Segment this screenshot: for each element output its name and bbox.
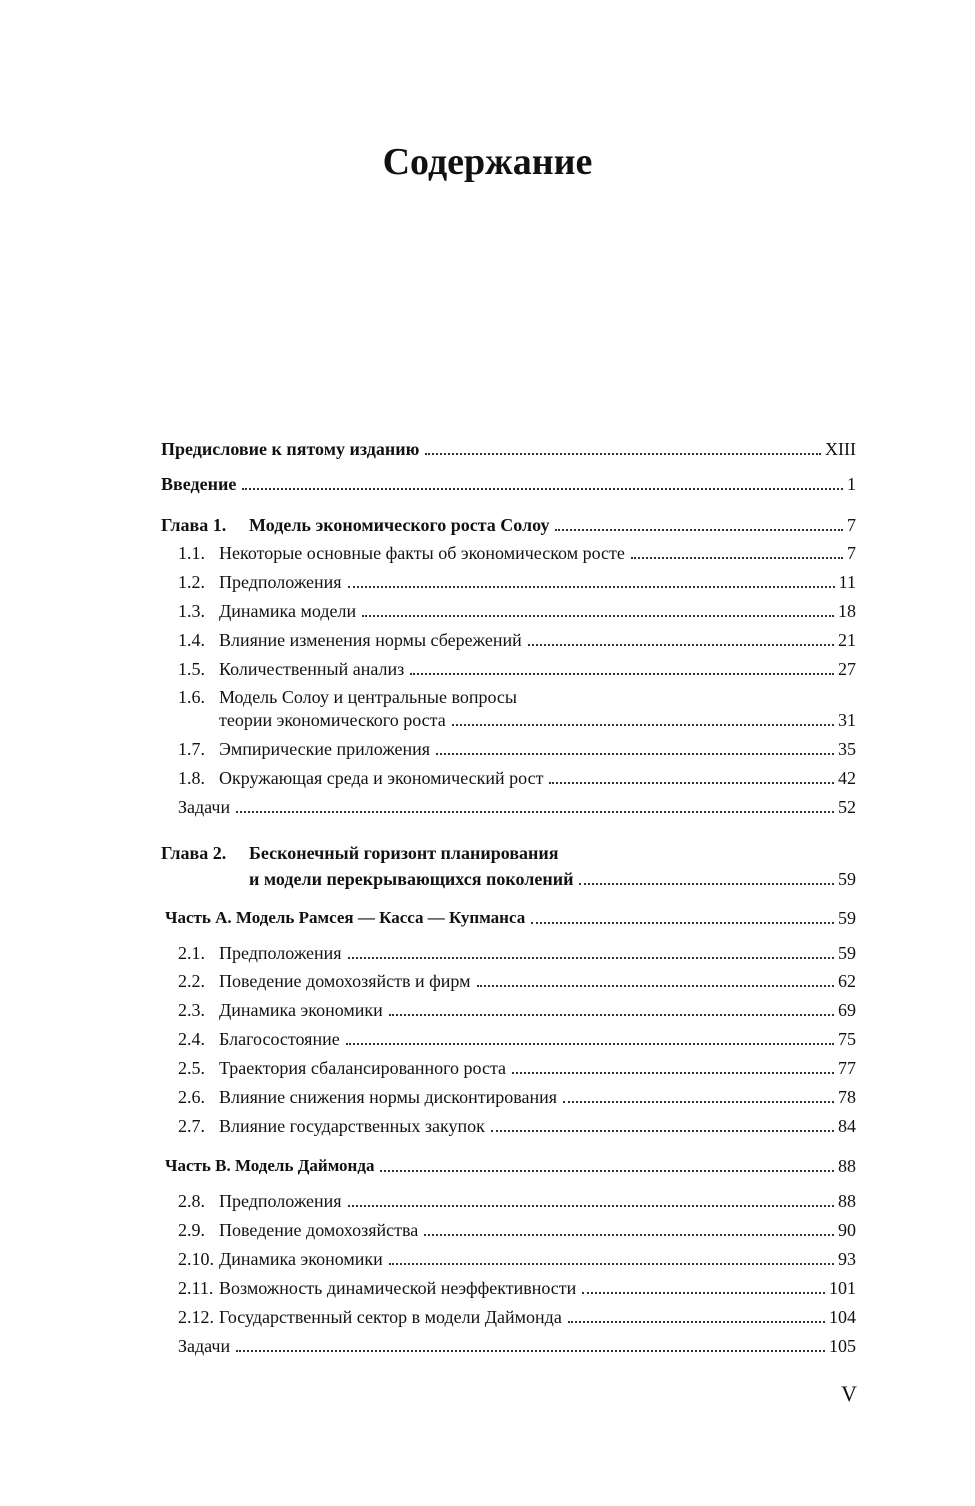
toc-section[interactable] <box>178 1302 856 1328</box>
toc-section[interactable] <box>178 567 856 593</box>
toc-label: Государственный сектор в модели Даймонда <box>219 1307 562 1327</box>
dot-leader <box>380 1170 834 1172</box>
section-number: 2.5. <box>178 1058 205 1078</box>
toc-label: Предисловие к пятому изданию <box>161 439 420 459</box>
toc-page: 35 <box>838 739 856 759</box>
section-number: 1.4. <box>178 630 205 650</box>
toc-section[interactable] <box>178 1215 856 1241</box>
toc-entry-preface[interactable] <box>161 434 856 460</box>
section-number: 2.8. <box>178 1191 205 1211</box>
toc-section[interactable] <box>178 763 856 789</box>
toc-label: Окружающая среда и экономический рост <box>219 768 544 788</box>
toc-label: Возможность динамической неэффективности <box>219 1278 577 1298</box>
toc-section[interactable] <box>178 1053 856 1079</box>
toc-page: 105 <box>829 1336 856 1356</box>
toc-label: Бесконечный горизонт планирования <box>249 843 559 863</box>
toc-label: Часть В. Модель Даймонда <box>165 1156 375 1175</box>
section-number: 1.3. <box>178 601 205 621</box>
dot-leader <box>362 615 834 617</box>
toc-chapter-1[interactable] <box>161 510 856 536</box>
dot-leader <box>389 1014 834 1016</box>
toc-label: Количественный анализ <box>219 659 405 679</box>
toc-label: Модель экономического роста Солоу <box>249 515 550 535</box>
dot-leader <box>436 753 834 755</box>
section-number: 1.1. <box>178 543 205 563</box>
toc-label: Поведение домохозяйства <box>219 1220 419 1240</box>
section-number: 2.12. <box>178 1307 214 1327</box>
toc-section[interactable] <box>178 938 856 964</box>
dot-leader <box>563 1101 834 1103</box>
toc-label: Благосостояние <box>219 1029 340 1049</box>
chapter-number: Глава 2. <box>161 843 227 863</box>
page-number: V <box>841 1381 857 1406</box>
toc-section[interactable] <box>178 966 856 992</box>
toc-tasks[interactable] <box>178 792 856 818</box>
toc-section[interactable] <box>178 1244 856 1270</box>
toc-page: 62 <box>838 971 856 991</box>
toc-section[interactable] <box>178 1111 856 1137</box>
toc-page: 52 <box>838 797 856 817</box>
toc-label: Динамика экономики <box>219 1000 383 1020</box>
toc-section[interactable] <box>178 1186 856 1212</box>
dot-leader <box>389 1263 834 1265</box>
section-number: 2.6. <box>178 1087 205 1107</box>
toc-label: Предположения <box>219 943 342 963</box>
section-number: 1.5. <box>178 659 205 679</box>
dot-leader <box>491 1130 834 1132</box>
dot-leader <box>410 673 834 675</box>
dot-leader <box>528 644 834 646</box>
dot-leader <box>579 883 834 885</box>
toc-label: Динамика экономики <box>219 1249 383 1269</box>
toc-label: Предположения <box>219 1191 342 1211</box>
toc-section-continued[interactable] <box>219 705 856 731</box>
toc-section[interactable] <box>178 1273 856 1299</box>
toc-page: 31 <box>838 710 856 730</box>
dot-leader <box>424 1234 834 1236</box>
toc-part-a[interactable] <box>165 903 856 929</box>
section-number: 1.6. <box>178 687 205 707</box>
toc-page: 7 <box>847 515 856 535</box>
dot-leader <box>568 1321 825 1323</box>
chapter-number: Глава 1. <box>161 515 227 535</box>
section-number: 2.7. <box>178 1116 205 1136</box>
toc-page: 59 <box>838 869 856 889</box>
dot-leader <box>236 811 834 813</box>
toc-label: Задачи <box>178 797 231 817</box>
toc-page: 59 <box>838 943 856 963</box>
dot-leader <box>531 922 834 924</box>
toc-label: Модель Солоу и центральные вопросы <box>219 687 518 707</box>
toc-page: 101 <box>829 1278 856 1298</box>
section-number: 2.4. <box>178 1029 205 1049</box>
toc-chapter-2[interactable] <box>161 838 856 864</box>
toc-section[interactable] <box>178 538 856 564</box>
section-number: 2.3. <box>178 1000 205 1020</box>
toc-chapter-2-continued[interactable] <box>249 864 856 890</box>
toc-label: Поведение домохозяйств и фирм <box>219 971 471 991</box>
dot-leader <box>425 453 821 455</box>
toc-page: XIII <box>825 439 856 459</box>
toc-label: Влияние государственных закупок <box>219 1116 485 1136</box>
section-number: 1.8. <box>178 768 205 788</box>
toc-section[interactable] <box>178 596 856 622</box>
page-title: Содержание <box>382 141 593 183</box>
toc-page: 1 <box>847 474 856 494</box>
toc-page: 77 <box>838 1058 856 1078</box>
section-number: 2.11. <box>178 1278 214 1298</box>
dot-leader <box>631 557 843 559</box>
toc-page: 11 <box>838 572 856 592</box>
toc-label: Задачи <box>178 1336 231 1356</box>
toc-label: Эмпирические приложения <box>219 739 431 759</box>
section-number: 2.9. <box>178 1220 205 1240</box>
toc-page: 90 <box>838 1220 856 1240</box>
toc-page: 7 <box>847 543 856 563</box>
toc-label: Влияние изменения нормы сбережений <box>219 630 522 650</box>
toc-section[interactable] <box>178 995 856 1021</box>
toc-page: 104 <box>829 1307 856 1327</box>
dot-leader <box>348 957 834 959</box>
toc-section[interactable] <box>178 1082 856 1108</box>
toc-page: 42 <box>838 768 856 788</box>
toc-page: 93 <box>838 1249 856 1269</box>
dot-leader <box>348 1205 834 1207</box>
toc-label: Динамика модели <box>219 601 357 621</box>
toc-label: Влияние снижения нормы дисконтирования <box>219 1087 558 1107</box>
dot-leader <box>477 985 834 987</box>
toc-page: 27 <box>838 659 856 679</box>
toc-section[interactable] <box>178 734 856 760</box>
toc-entry-intro[interactable] <box>161 469 856 495</box>
dot-leader <box>236 1350 825 1352</box>
toc-page: 59 <box>838 908 856 928</box>
toc-label: Часть А. Модель Рамсея — Касса — Купманса <box>165 908 526 927</box>
section-number: 2.1. <box>178 943 205 963</box>
dot-leader <box>452 724 834 726</box>
dot-leader <box>555 529 843 531</box>
toc-label: Траектория сбалансированного роста <box>219 1058 507 1078</box>
toc-page: 84 <box>838 1116 856 1136</box>
dot-leader <box>242 488 843 490</box>
toc-label: и модели перекрывающихся поколений <box>249 869 574 889</box>
toc-label: Предположения <box>219 572 342 592</box>
toc-part-b[interactable] <box>165 1151 856 1177</box>
section-number: 1.2. <box>178 572 205 592</box>
toc-page: 21 <box>838 630 856 650</box>
toc-label: теории экономического роста <box>219 710 446 730</box>
toc-page: 88 <box>838 1156 856 1176</box>
toc-tasks[interactable] <box>178 1331 856 1357</box>
section-number: 2.2. <box>178 971 205 991</box>
toc-page: 75 <box>838 1029 856 1049</box>
toc-section[interactable] <box>178 625 856 651</box>
dot-leader <box>512 1072 834 1074</box>
toc-label: Некоторые основные факты об экономическом росте <box>219 543 625 563</box>
section-number: 1.7. <box>178 739 205 759</box>
toc-section[interactable] <box>178 1024 856 1050</box>
toc-page: 78 <box>838 1087 856 1107</box>
section-number: 2.10. <box>178 1249 214 1269</box>
dot-leader <box>582 1292 825 1294</box>
toc-page: 88 <box>838 1191 856 1211</box>
dot-leader <box>348 586 835 588</box>
toc-page: 69 <box>838 1000 856 1020</box>
toc-page: 18 <box>838 601 856 621</box>
toc-label: Введение <box>161 474 237 494</box>
toc-section[interactable] <box>178 654 856 680</box>
dot-leader <box>346 1043 834 1045</box>
dot-leader <box>549 782 834 784</box>
